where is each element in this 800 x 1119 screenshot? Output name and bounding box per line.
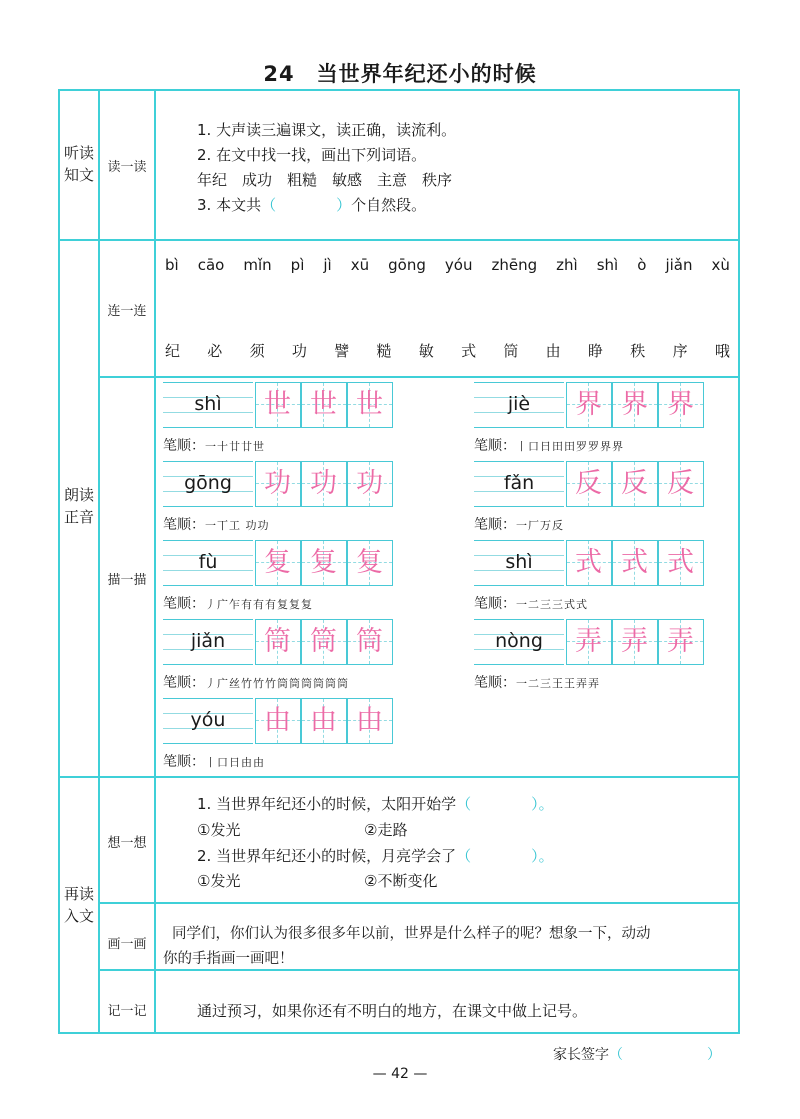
sub-label-draw: 画一画: [107, 937, 147, 952]
writing-grid: [163, 619, 391, 665]
sub-label-trace: 描一描: [107, 573, 147, 588]
character-item[interactable]: 秩: [630, 342, 646, 360]
answer-blank[interactable]: （ ）: [261, 196, 352, 214]
writing-grid: [474, 540, 702, 586]
question-text: 3. 本文共: [197, 196, 262, 214]
trace-cell[interactable]: [612, 382, 658, 428]
character-item[interactable]: 式: [461, 342, 477, 360]
sub-label-connect: 连一连: [107, 304, 147, 319]
pinyin-label: shì: [194, 393, 222, 415]
pinyin-box: [163, 698, 253, 744]
section-text: 听读知文: [63, 144, 94, 184]
trace-cell[interactable]: [347, 461, 393, 507]
trace-cell[interactable]: [658, 461, 704, 507]
trace-cell[interactable]: [658, 619, 704, 665]
sub-label-read: 读一读: [107, 160, 147, 175]
divider: [98, 902, 740, 904]
trace-character: 界: [575, 389, 602, 420]
trace-character: 界: [621, 389, 648, 420]
question-text: 个自然段。: [351, 196, 427, 214]
divider: [98, 969, 740, 971]
page-number: — 42 —: [372, 1066, 428, 1082]
think-question-1: [197, 793, 554, 814]
stroke-sequence: 丨口日由由: [205, 756, 265, 769]
trace-cell[interactable]: [347, 619, 393, 665]
trace-cell[interactable]: [301, 619, 347, 665]
pinyin-label: yóu: [190, 709, 226, 731]
stroke-order-label: 笔顺：: [163, 438, 205, 454]
writing-grid: [163, 540, 391, 586]
writing-grid: [163, 461, 391, 507]
pinyin-label: gōng: [184, 472, 232, 494]
pinyin-item[interactable]: zhì: [556, 256, 578, 274]
pinyin-label: jiè: [507, 393, 531, 415]
stroke-sequence: 一厂万反: [516, 519, 564, 532]
stroke-sequence: 一二三三式式: [516, 598, 588, 611]
sub-label-note: 记一记: [107, 1004, 147, 1019]
trace-character: 反: [667, 468, 694, 499]
stroke-sequence: 一丅工 功功: [205, 519, 270, 532]
character-item[interactable]: 睁: [587, 342, 603, 360]
think-option-2a: ①发光: [197, 872, 241, 890]
trace-cell[interactable]: [566, 461, 612, 507]
trace-cell[interactable]: [612, 461, 658, 507]
trace-character: 由: [356, 705, 383, 736]
writing-grid: [163, 382, 391, 428]
draw-instruction-line-2: 你的手指画一画吧！: [163, 951, 294, 967]
think-option-1b: ②走路: [364, 821, 408, 839]
pinyin-box: [474, 619, 564, 665]
trace-character: 功: [356, 468, 383, 499]
stroke-order-label: 笔顺：: [474, 675, 516, 691]
trace-cell[interactable]: [566, 619, 612, 665]
stroke-sequence: 丿广乍有有有复复复: [205, 598, 313, 611]
stroke-order-label: 笔顺：: [474, 438, 516, 454]
answer-blank[interactable]: （ ）。: [456, 795, 554, 813]
trace-character: 弄: [621, 626, 648, 657]
pinyin-item[interactable]: pì: [290, 256, 305, 274]
trace-cell[interactable]: [347, 540, 393, 586]
pinyin-box: [163, 382, 253, 428]
parent-signature: [553, 1044, 721, 1064]
stroke-sequence: 一十廿廿世: [205, 440, 265, 453]
stroke-order: [474, 672, 600, 692]
trace-cell[interactable]: [658, 382, 704, 428]
pinyin-row: [165, 256, 730, 274]
trace-character: 由: [264, 705, 291, 736]
stroke-order-label: 笔顺：: [163, 675, 205, 691]
writing-grid: [474, 619, 702, 665]
think-option-2b: ②不断变化: [364, 872, 438, 890]
pinyin-box: [474, 382, 564, 428]
pinyin-item[interactable]: ò: [637, 256, 647, 274]
stroke-order: [163, 435, 265, 455]
vocabulary-words: 年纪 成功 粗糙 敏感 主意 秩序: [197, 171, 453, 189]
trace-cell[interactable]: [658, 540, 704, 586]
page-title: 24 当世界年纪还小的时候: [263, 62, 537, 86]
stroke-order-label: 笔顺：: [474, 596, 516, 612]
trace-cell[interactable]: [612, 619, 658, 665]
trace-character: 反: [621, 468, 648, 499]
trace-character: 弄: [667, 626, 694, 657]
sub-label-think: 想一想: [107, 836, 147, 851]
pinyin-item[interactable]: jiǎn: [665, 256, 693, 274]
pinyin-label: shì: [505, 551, 533, 573]
pinyin-label: fǎn: [503, 472, 535, 494]
trace-character: 复: [310, 547, 337, 578]
pinyin-label: nòng: [495, 630, 543, 652]
stroke-order: [163, 672, 349, 692]
divider: [98, 376, 740, 378]
think-question-2: [197, 845, 554, 866]
character-item[interactable]: 由: [545, 342, 561, 360]
pinyin-item[interactable]: cāo: [197, 256, 225, 274]
trace-cell[interactable]: [566, 540, 612, 586]
stroke-order: [474, 435, 624, 455]
pinyin-box: [163, 619, 253, 665]
stroke-order: [163, 593, 313, 613]
pinyin-item[interactable]: gōng: [388, 256, 426, 274]
writing-grid: [474, 461, 702, 507]
trace-character: 功: [310, 468, 337, 499]
trace-character: 由: [310, 705, 337, 736]
trace-character: 反: [575, 468, 602, 499]
pinyin-item[interactable]: yóu: [444, 256, 473, 274]
stroke-order-label: 笔顺：: [163, 754, 205, 770]
trace-character: 世: [310, 389, 337, 420]
stroke-sequence: 一二三王王弄弄: [516, 677, 600, 690]
trace-character: 式: [575, 547, 602, 578]
trace-cell[interactable]: [255, 461, 301, 507]
trace-cell[interactable]: [301, 698, 347, 744]
stroke-order-label: 笔顺：: [163, 517, 205, 533]
trace-cell[interactable]: [301, 461, 347, 507]
question-text: 2. 当世界年纪还小的时候，月亮学会了: [197, 847, 457, 865]
writing-grid: [163, 698, 391, 744]
character-item[interactable]: 譬: [334, 342, 350, 360]
pinyin-box: [474, 461, 564, 507]
character-item[interactable]: 哦: [714, 342, 730, 360]
stroke-order-label: 笔顺：: [163, 596, 205, 612]
pinyin-item[interactable]: shì: [596, 256, 619, 274]
stroke-order: [474, 514, 564, 534]
trace-cell[interactable]: [255, 619, 301, 665]
pinyin-item[interactable]: xū: [350, 256, 370, 274]
section-label-listen: [59, 142, 99, 186]
trace-character: 世: [356, 389, 383, 420]
pinyin-item[interactable]: xù: [711, 256, 730, 274]
pinyin-box: [163, 461, 253, 507]
trace-cell[interactable]: [301, 382, 347, 428]
section-text: 再读入文: [63, 885, 94, 925]
section-text: 朗读正音: [63, 486, 94, 526]
draw-instruction-line-1: 同学们，你们认为很多很多年以前，世界是什么样子的呢？想象一下，动动: [172, 926, 651, 942]
writing-grid: [474, 382, 702, 428]
trace-cell[interactable]: [255, 382, 301, 428]
trace-cell[interactable]: [566, 382, 612, 428]
pinyin-box: [163, 540, 253, 586]
trace-cell[interactable]: [612, 540, 658, 586]
character-item[interactable]: 序: [672, 342, 688, 360]
question-text: 1. 当世界年纪还小的时候，太阳开始学: [197, 795, 457, 813]
character-item[interactable]: 功: [291, 342, 307, 360]
trace-character: 复: [356, 547, 383, 578]
signature-label: 家长签字: [553, 1047, 609, 1063]
read-instruction-2: 2. 在文中找一找，画出下列词语。: [197, 146, 427, 164]
character-item[interactable]: 须: [249, 342, 265, 360]
section-label-reread: [59, 883, 99, 927]
trace-character: 式: [667, 547, 694, 578]
read-instruction-3: [197, 194, 426, 215]
pinyin-item[interactable]: zhēng: [491, 256, 538, 274]
answer-blank[interactable]: （ ）。: [456, 847, 554, 865]
trace-character: 筒: [310, 626, 337, 657]
trace-cell[interactable]: [301, 540, 347, 586]
trace-cell[interactable]: [255, 698, 301, 744]
trace-character: 筒: [356, 626, 383, 657]
stroke-order-label: 笔顺：: [474, 517, 516, 533]
pinyin-item[interactable]: mǐn: [243, 256, 272, 274]
trace-cell[interactable]: [255, 540, 301, 586]
stroke-order: [474, 593, 588, 613]
pinyin-item[interactable]: jì: [323, 256, 332, 274]
character-item[interactable]: 必: [207, 342, 223, 360]
note-instruction: 通过预习，如果你还有不明白的地方，在课文中做上记号。: [197, 1002, 588, 1020]
stroke-order: [163, 514, 270, 534]
read-instruction-1: 1. 大声读三遍课文，读正确，读流利。: [197, 121, 457, 139]
trace-character: 式: [621, 547, 648, 578]
trace-character: 弄: [575, 626, 602, 657]
trace-cell[interactable]: [347, 382, 393, 428]
divider: [58, 776, 740, 778]
trace-cell[interactable]: [347, 698, 393, 744]
signature-blank[interactable]: （ ）: [609, 1047, 721, 1063]
stroke-sequence: 丨口日田田罗罗界界: [516, 440, 624, 453]
pinyin-box: [474, 540, 564, 586]
trace-character: 功: [264, 468, 291, 499]
divider: [154, 89, 156, 1034]
section-label-read-aloud: [59, 484, 99, 528]
trace-character: 界: [667, 389, 694, 420]
character-item[interactable]: 糙: [376, 342, 392, 360]
think-option-1a: ①发光: [197, 821, 241, 839]
divider: [58, 239, 740, 241]
character-item[interactable]: 纪: [165, 342, 181, 360]
pinyin-label: fù: [198, 551, 218, 573]
character-item[interactable]: 敏: [418, 342, 434, 360]
character-item[interactable]: 筒: [503, 342, 519, 360]
stroke-sequence: 丿广丝竹竹竹筒筒筒筒筒筒: [205, 677, 349, 690]
character-row: [165, 340, 730, 361]
trace-character: 复: [264, 547, 291, 578]
pinyin-item[interactable]: bì: [165, 256, 179, 274]
trace-character: 筒: [264, 626, 291, 657]
trace-character: 世: [264, 389, 291, 420]
stroke-order: [163, 751, 265, 771]
pinyin-label: jiǎn: [190, 630, 226, 652]
